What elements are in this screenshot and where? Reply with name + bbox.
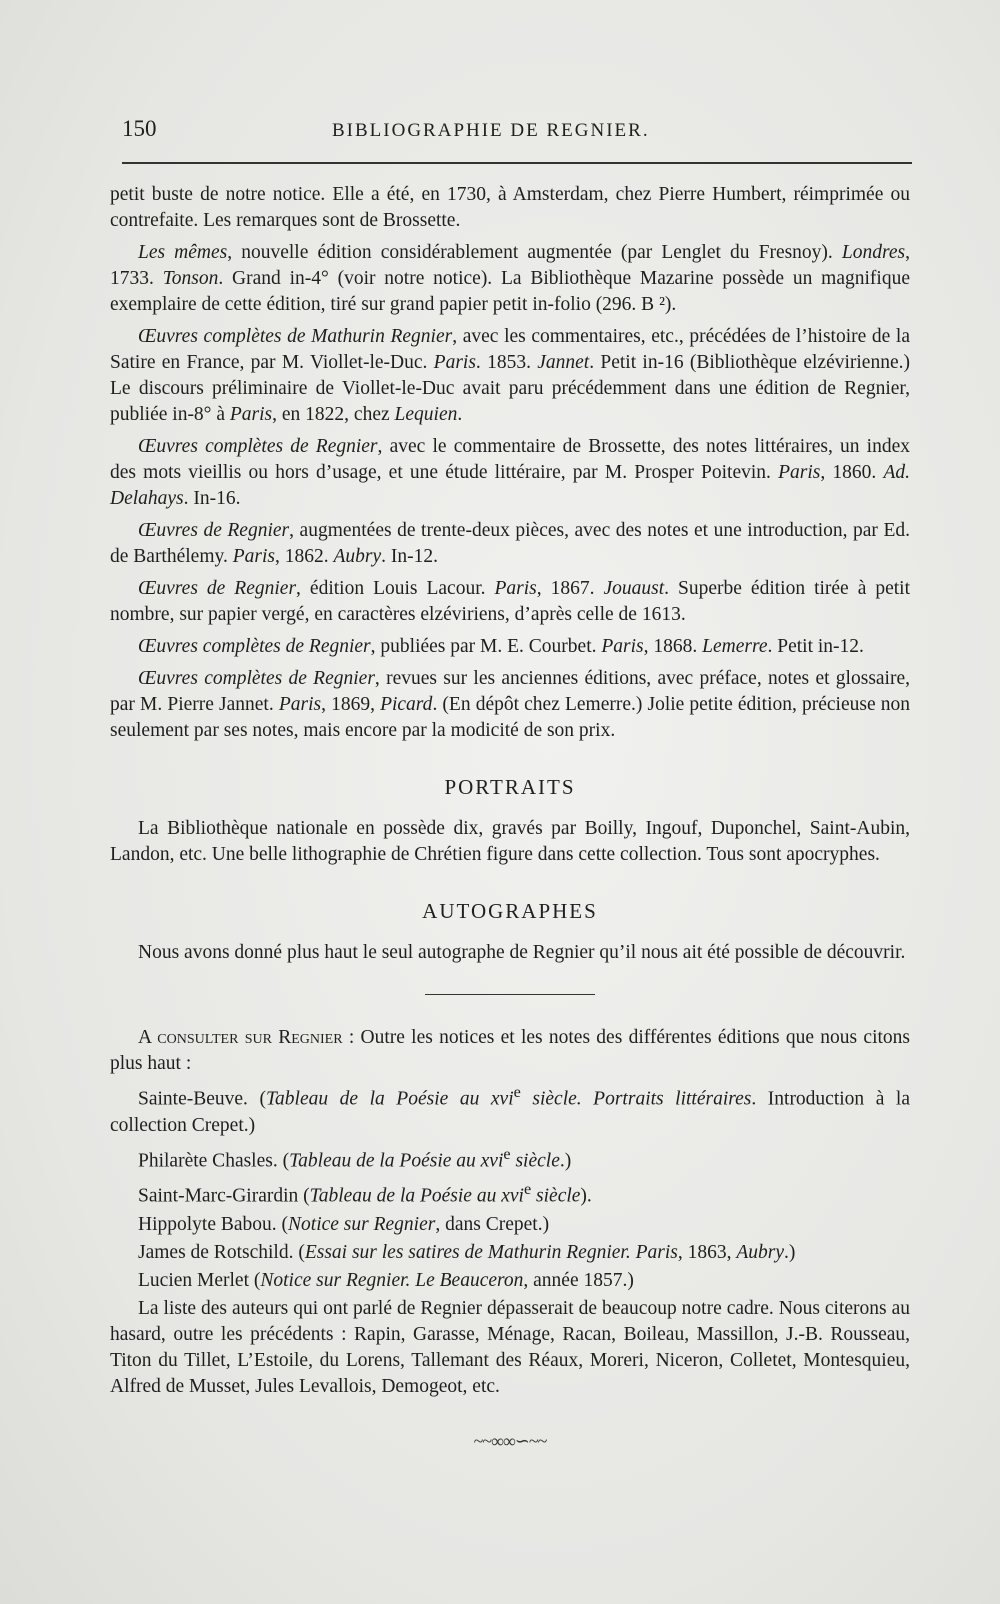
entry-paragraph: Œuvres de Regnier, édition Louis Lacour. Paris, 1867. Jouaust. Superbe édition tirée à petit nombre, sur papier vergé, en caractères elzéviriens, d’après celle de 1613. xyxy=(110,578,910,625)
source-item: Lucien Merlet (Notice sur Regnier. Le Beauceron, année 1857.) xyxy=(138,1269,634,1291)
running-title: BIBLIOGRAPHIE DE REGNIER. xyxy=(332,120,650,141)
source-item: Hippolyte Babou. (Notice sur Regnier, dans Crepet.) xyxy=(138,1213,550,1235)
tail-ornament: ~~∞∞∽~~ xyxy=(473,1430,547,1451)
page-body xyxy=(110,182,910,1454)
entry-paragraph: Œuvres complètes de Regnier, publiées par M. E. Courbet. Paris, 1868. Lemerre. Petit in-12. xyxy=(138,636,864,657)
entry-paragraph: Œuvres complètes de Mathurin Regnier, avec les commentaires, etc., précédées de l’histoire de la Satire en France, par M. Viollet-le-Duc. Paris. 1853. Jannet. Petit in-16 (Bibliothèque elzévirienne.) Le discours préliminaire de Viollet-le-Duc avait paru précédemment dans une édition de Regnier, publiée in-8° à Paris, en 1822, chez Lequien. xyxy=(110,326,910,425)
entry-paragraph: Les mêmes, nouvelle édition considérablement augmentée (par Lenglet du Fresnoy). Londres, 1733. Tonson. Grand in-4° (voir notre notice). La Bibliothèque Mazarine possède un magnifique exemplaire de cette édition, tiré sur grand papier petit in-folio (296. B ²). xyxy=(110,242,910,315)
autographes-heading: AUTOGRAPHES xyxy=(422,899,598,923)
source-item: James de Rotschild. (Essai sur les satires de Mathurin Regnier. Paris, 1863, Aubry.) xyxy=(138,1241,796,1263)
page-number: 150 xyxy=(122,116,157,141)
sources-closing: La liste des auteurs qui ont parlé de Regnier dépasserait de beaucoup notre cadre. Nous citerons au hasard, outre les précédents : Rapin, Garasse, Ménage, Racan, Boileau, Massillon, J.-B. Rousseau, Titon du Tillet, L’Estoile, du Lorens, Tallemant des Réaux, Moreri, Niceron, Colletet, Montesquieu, Alfred de Musset, Jules Levallois, Demogeot, etc. xyxy=(110,1297,910,1397)
entry-paragraph: Œuvres complètes de Regnier, revues sur les anciennes éditions, avec préface, notes et glossaire, par M. Pierre Jannet. Paris, 1869, Picard. (En dépôt chez Lemerre.) Jolie petite édition, précieuse non seulement par ses notes, mais encore par la modicité de son prix. xyxy=(110,668,910,741)
sources-list xyxy=(110,1025,910,1400)
portraits-heading: PORTRAITS xyxy=(444,775,576,799)
header-rule xyxy=(122,162,912,164)
portraits-paragraph: La Bibliothèque nationale en possède dix, gravés par Boilly, Ingouf, Duponchel, Saint-Aubin, Landon, etc. Une belle lithographie de Chrétien figure dans cette collection. Tous sont apocryphes. xyxy=(110,818,910,865)
entry-paragraph: petit buste de notre notice. Elle a été, en 1730, à Amsterdam, chez Pierre Humbert, réimprimée ou contrefaite. Les remarques sont de Brossette. xyxy=(110,184,910,231)
source-item: Philarète Chasles. (Tableau de la Poésie au xvi$^e$ siècle.) xyxy=(138,1144,572,1171)
section-divider xyxy=(425,994,595,995)
entry-paragraph: Œuvres de Regnier, augmentées de trente-deux pièces, avec des notes et une introduction, par Ed. de Barthélemy. Paris, 1862. Aubry. In-12. xyxy=(110,520,910,567)
sources-intro: A consulter sur Regnier : Outre les notices et les notes des différentes éditions que nous citons plus haut : xyxy=(110,1027,910,1074)
page-header xyxy=(122,112,912,148)
source-item: Saint-Marc-Girardin (Tableau de la Poésie au xvi$^e$ siècle). xyxy=(138,1180,592,1207)
autographes-paragraph: Nous avons donné plus haut le seul autographe de Regnier qu’il nous ait été possible de découvrir. xyxy=(138,942,906,963)
entry-paragraph: Œuvres complètes de Regnier, avec le commentaire de Brossette, des notes littéraires, un index des mots vieillis ou hors d’usage, et une étude littéraire, par M. Prosper Poitevin. Paris, 1860. Ad. Delahays. In-16. xyxy=(110,436,911,509)
source-item: Sainte-Beuve. (Tableau de la Poésie au xvi$^e$ siècle. Portraits littéraires. Introduction à la collection Crepet.) xyxy=(110,1083,910,1136)
